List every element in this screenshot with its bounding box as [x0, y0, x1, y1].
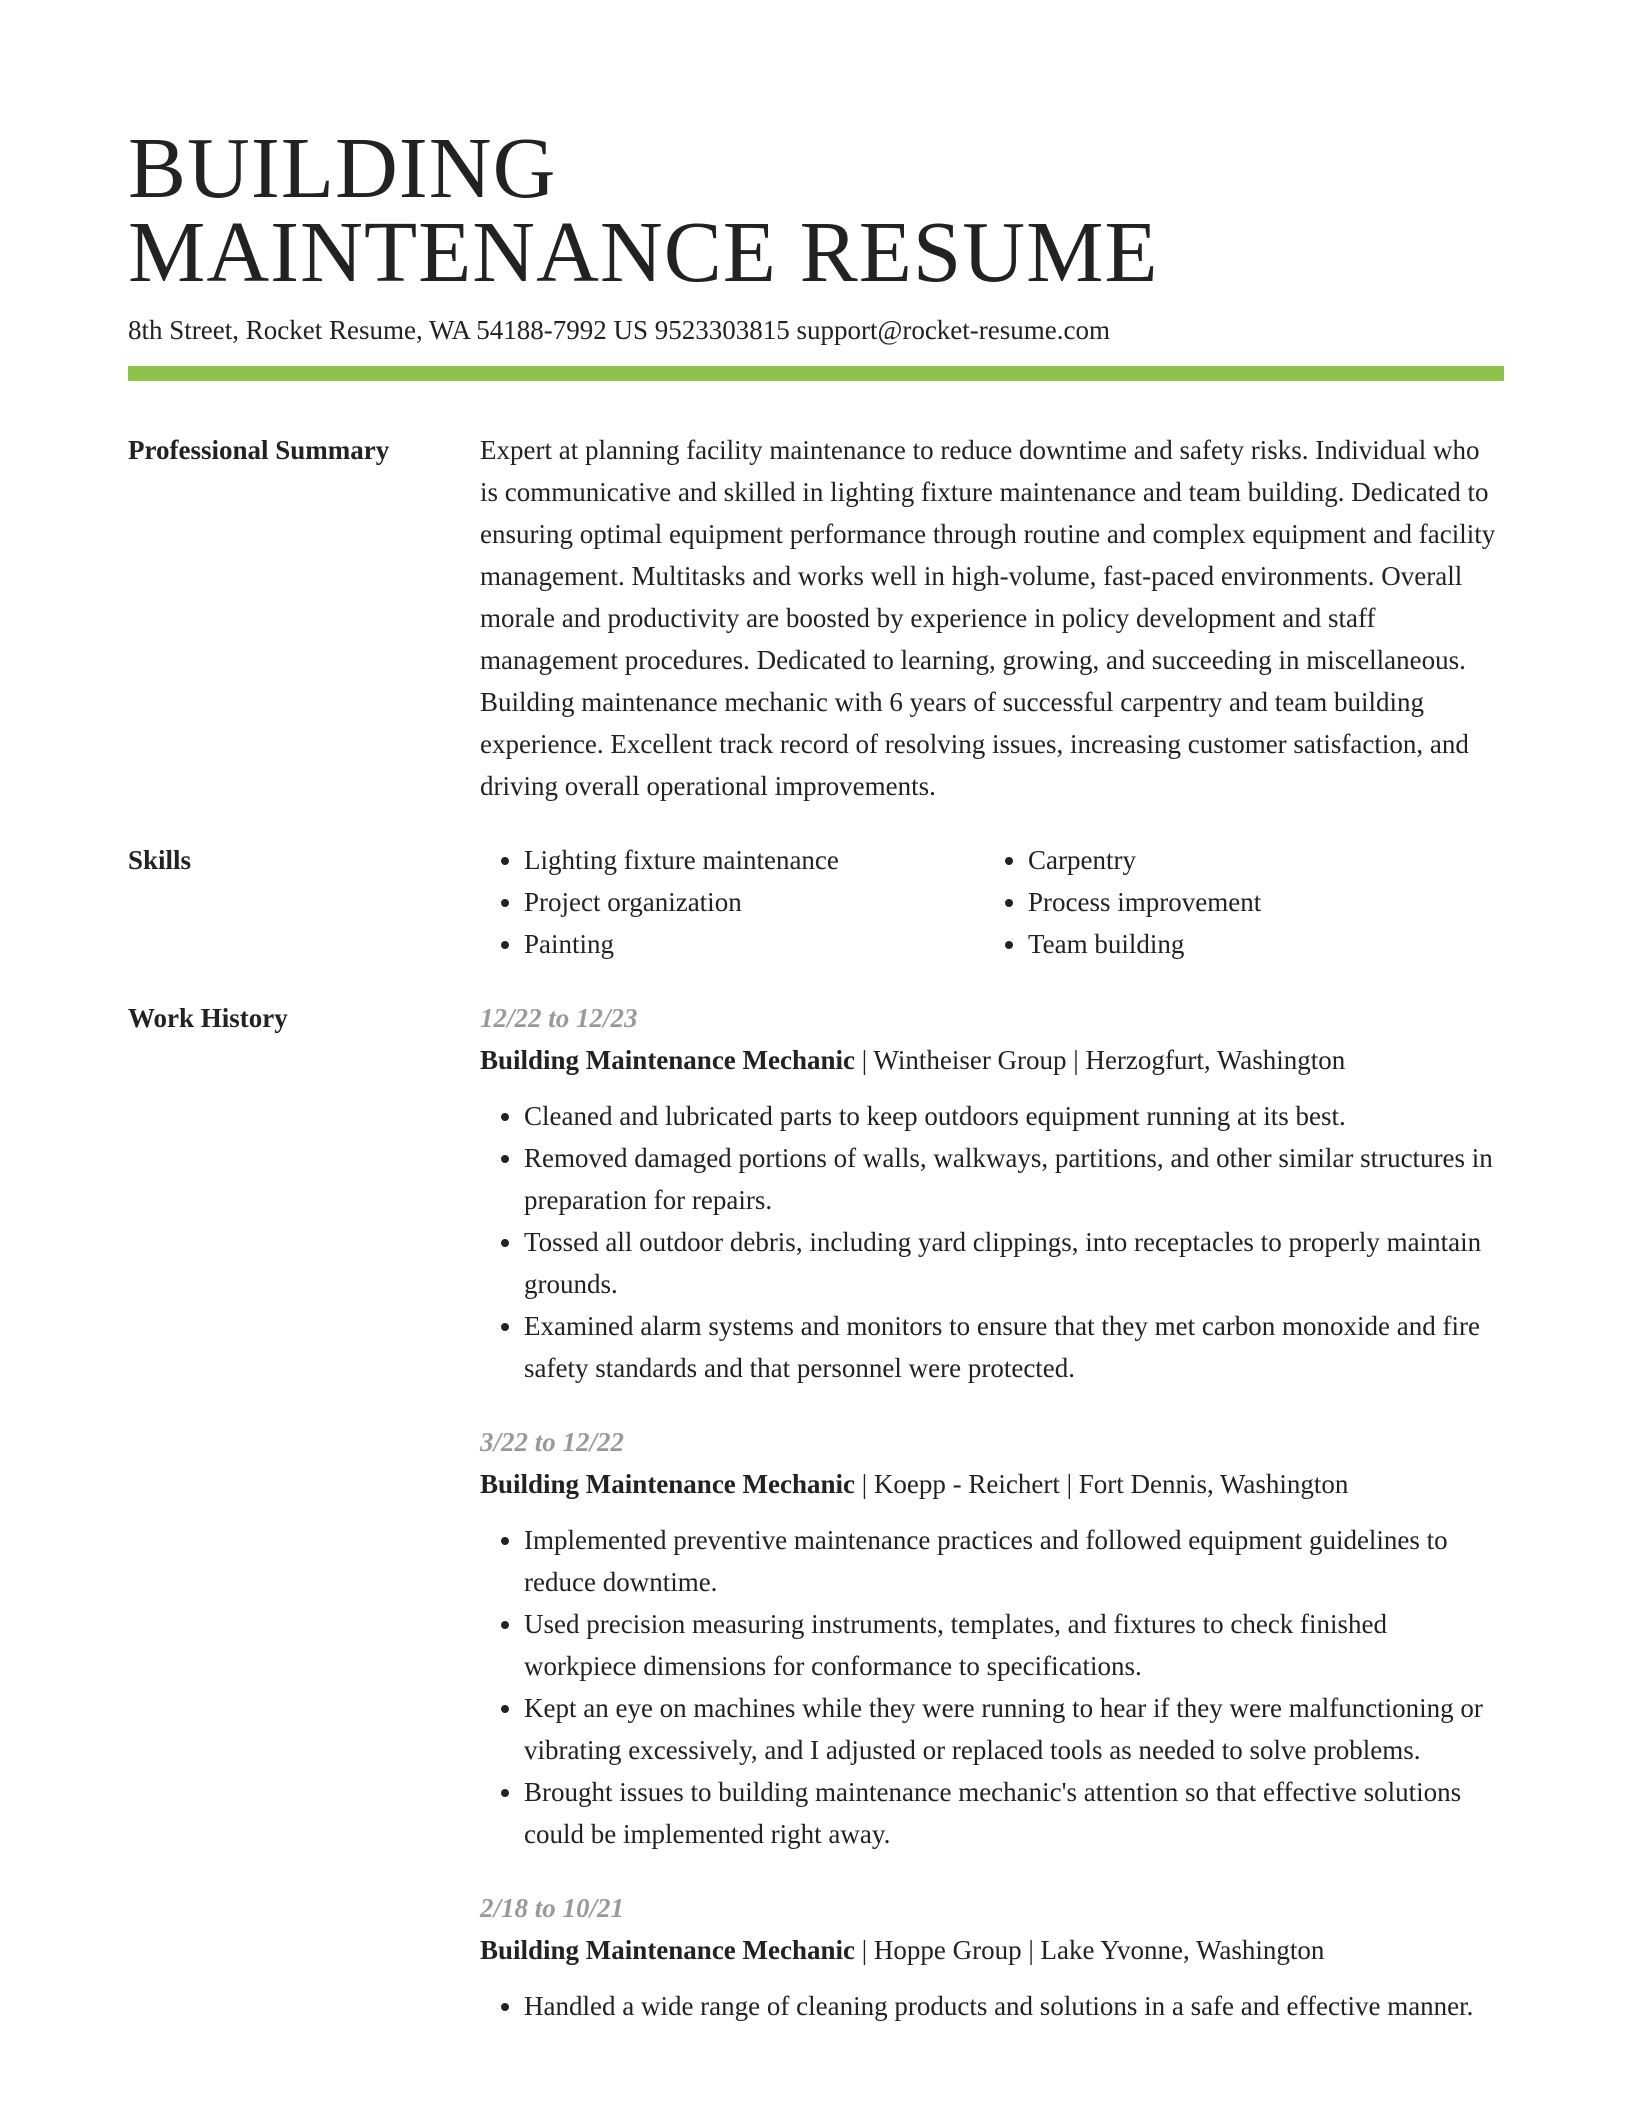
job-bullet: • Kept an eye on machines while they were running to hear if they were malfunctioning or vibrating excessively, and I adjusted or replaced tools as needed to solve problems. [524, 1687, 1504, 1771]
accent-divider [128, 366, 1504, 381]
section-label-summary: Professional Summary [128, 435, 390, 465]
job-heading [480, 1929, 1504, 1971]
contact-line: 8th Street, Rocket Resume, WA 54188-7992 US 9523303815 support@rocket-resume.com [128, 315, 1110, 345]
job-title: Building Maintenance Mechanic [480, 1469, 856, 1499]
job-bullet: • Handled a wide range of cleaning products and solutions in a safe and effective manner. [524, 1985, 1504, 2027]
work-history-section [128, 997, 1504, 2059]
skills-column-1 [480, 839, 984, 965]
skill-item: • Painting [524, 923, 984, 965]
job-company-location: | Hoppe Group | Lake Yvonne, Washington [855, 1935, 1325, 1965]
job-bullet: • Brought issues to building maintenance mechanic's attention so that effective solutions could be implemented right away. [524, 1771, 1504, 1855]
job-company-location: | Koepp - Reichert | Fort Dennis, Washington [855, 1469, 1349, 1499]
job-bullet: • Cleaned and lubricated parts to keep outdoors equipment running at its best. [524, 1095, 1504, 1137]
skill-item: • Process improvement [1028, 881, 1488, 923]
job-bullets [480, 1095, 1504, 1389]
resume-title [128, 119, 1504, 300]
work-history-list [480, 997, 1504, 2059]
title-line-1: BUILDING [128, 119, 557, 216]
title-line-2: MAINTENANCE RESUME [128, 203, 1159, 300]
job-company-location: | Wintheiser Group | Herzogfurt, Washington [855, 1045, 1346, 1075]
job-entry [480, 1887, 1504, 2027]
skills-section [128, 839, 1504, 965]
resume-page [128, 119, 1504, 2059]
job-bullet: • Removed damaged portions of walls, walkways, partitions, and other similar structures in preparation for repairs. [524, 1137, 1504, 1221]
skill-item: • Team building [1028, 923, 1488, 965]
skills-columns [480, 839, 1504, 965]
job-dates: 3/22 to 12/22 [480, 1427, 625, 1457]
job-entry [480, 997, 1504, 1389]
job-bullet: • Used precision measuring instruments, templates, and fixtures to check finished workpiece dimensions for conformance to specifications. [524, 1603, 1504, 1687]
job-dates: 12/22 to 12/23 [480, 1003, 638, 1033]
skill-item: • Carpentry [1028, 839, 1488, 881]
job-title: Building Maintenance Mechanic [480, 1045, 856, 1075]
section-label-work-history: Work History [128, 1003, 288, 1033]
job-title: Building Maintenance Mechanic [480, 1935, 856, 1965]
job-bullet: • Examined alarm systems and monitors to ensure that they met carbon monoxide and fire safety standards and that personnel were protected. [524, 1305, 1504, 1389]
job-heading [480, 1463, 1504, 1505]
job-dates: 2/18 to 10/21 [480, 1893, 625, 1923]
job-bullets [480, 1985, 1504, 2027]
skill-item: • Lighting fixture maintenance [524, 839, 984, 881]
job-bullet: • Implemented preventive maintenance practices and followed equipment guidelines to reduce downtime. [524, 1519, 1504, 1603]
summary-text: Expert at planning facility maintenance to reduce downtime and safety risks. Individual who is communicative and skilled in lighting fixture maintenance and team building. Dedicated to ensuring optimal equipment performance through routine and complex equipment and facility management. Multitasks and works well in high-volume, fast-paced environments. Overall morale and productivity are boosted by experience in policy development and staff management procedures. Dedicated to learning, growing, and succeeding in miscellaneous. Building maintenance mechanic with 6 years of successful carpentry and team building experience. Excellent track record of resolving issues, increasing customer satisfaction, and driving overall operational improvements. [480, 435, 1496, 801]
job-entry [480, 1421, 1504, 1855]
section-label-skills: Skills [128, 845, 192, 875]
skill-item: • Project organization [524, 881, 984, 923]
skills-column-2 [984, 839, 1488, 965]
job-bullet: • Tossed all outdoor debris, including yard clippings, into receptacles to properly maintain grounds. [524, 1221, 1504, 1305]
professional-summary-section [128, 429, 1504, 807]
job-heading [480, 1039, 1504, 1081]
job-bullets [480, 1519, 1504, 1855]
